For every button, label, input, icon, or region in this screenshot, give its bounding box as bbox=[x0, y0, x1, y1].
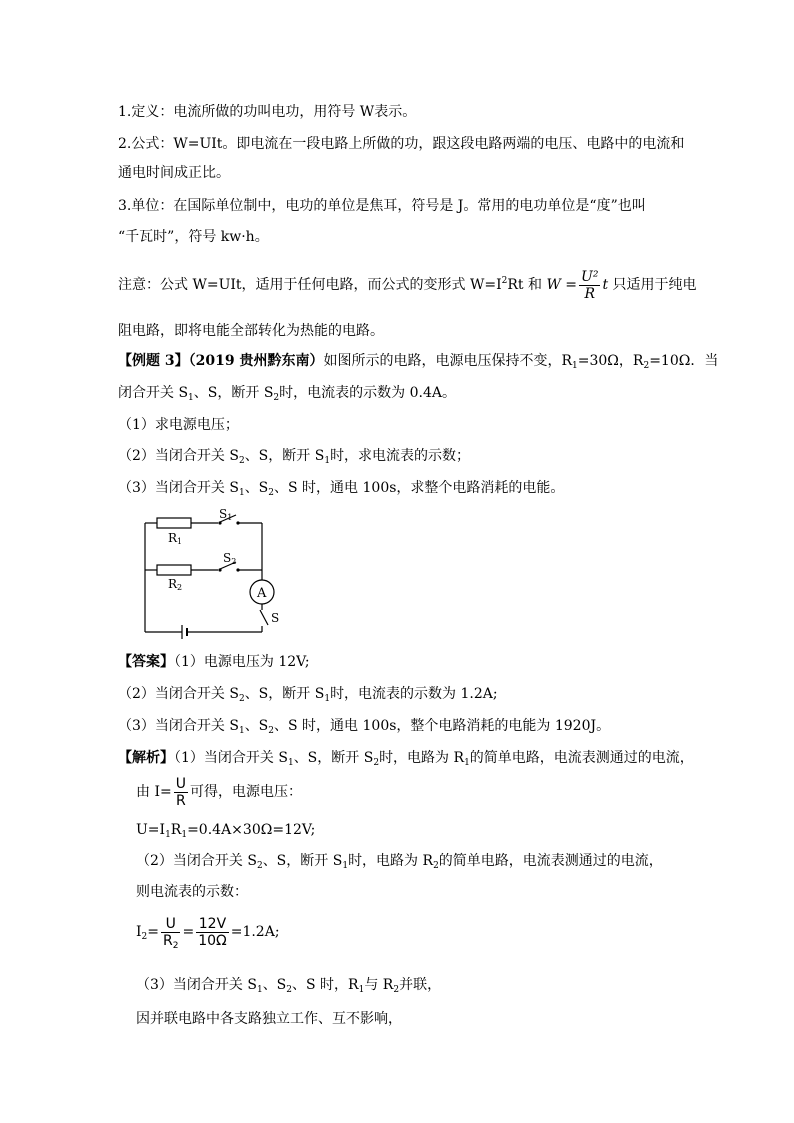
sub: 1 bbox=[287, 758, 294, 768]
analysis-line-4 bbox=[136, 851, 663, 871]
switch-contact bbox=[236, 521, 239, 524]
fraction-numerator: U bbox=[161, 916, 180, 933]
analysis-line-7 bbox=[136, 975, 441, 995]
analysis-line-6 bbox=[136, 912, 280, 952]
note-line-1 bbox=[118, 267, 697, 303]
analysis-line-1 bbox=[118, 748, 694, 768]
text: 时，求电流表的示数； bbox=[330, 448, 471, 464]
fraction-numerator: 12V bbox=[196, 916, 229, 933]
note-formula-numerator: U² bbox=[581, 268, 599, 285]
example-tag: 【例题 3】 bbox=[118, 353, 189, 369]
label-s1-text: S bbox=[219, 507, 228, 521]
note-text-3: 只适用于纯电 bbox=[612, 277, 697, 293]
text: 、S，断开 S bbox=[244, 448, 325, 464]
text: 时，电流表的示数为 1.2A; bbox=[330, 686, 498, 702]
sub: 1 bbox=[256, 985, 263, 995]
sub: 2 bbox=[643, 361, 650, 371]
label-r1-sub: 1 bbox=[177, 537, 183, 546]
text: 、S 时，通电 100s，求整个电路消耗的电能。 bbox=[274, 480, 565, 496]
note-text-1: 注意：公式 W=UIt，适用于任何电路，而公式的变形式 W=I bbox=[118, 277, 502, 293]
question-1: （1）求电源电压； bbox=[118, 417, 239, 433]
sub: 1 bbox=[324, 694, 331, 704]
label-r1 bbox=[168, 531, 182, 546]
label-r1-text: R bbox=[168, 531, 178, 545]
note-formula-t: t bbox=[602, 277, 609, 293]
label-s: S bbox=[271, 611, 280, 625]
analysis-line-3 bbox=[136, 820, 315, 840]
sub: 1 bbox=[464, 758, 470, 768]
analysis-line-5: 则电流表的示数： bbox=[136, 884, 248, 900]
text: R bbox=[163, 932, 173, 949]
answer-1: （1）电源电压为 12V; bbox=[174, 654, 310, 670]
note-formula-lhs: W = bbox=[546, 277, 578, 293]
note-sup: 2 bbox=[501, 276, 508, 286]
switch-contact bbox=[236, 568, 239, 571]
circuit-diagram bbox=[140, 505, 290, 640]
text: 、S bbox=[244, 718, 269, 734]
text: U=I bbox=[136, 822, 166, 838]
analysis-line-2 bbox=[136, 774, 302, 810]
text: （1）当闭合开关 S bbox=[174, 750, 288, 766]
text: =0.4A×30Ω=12V; bbox=[187, 822, 316, 838]
text: （3）当闭合开关 S bbox=[136, 977, 257, 993]
text: 、S 时，R bbox=[292, 977, 359, 993]
fraction-u-over-r2 bbox=[161, 916, 180, 949]
sub: 2 bbox=[172, 940, 179, 951]
text: 的简单电路，电流表测通过的电流， bbox=[469, 750, 694, 766]
sub: 1 bbox=[342, 861, 349, 871]
text: 闭合开关 S bbox=[118, 385, 189, 401]
text: 可得，电源电压： bbox=[189, 784, 302, 800]
text: 时，电流表的示数为 0.4A。 bbox=[279, 385, 456, 401]
question-2 bbox=[118, 446, 470, 466]
sub: 2 bbox=[393, 985, 400, 995]
switch-s bbox=[260, 610, 268, 625]
label-s1-sub: 1 bbox=[227, 513, 233, 522]
text: 、S 时，通电 100s，整个电路消耗的电能为 1920J。 bbox=[274, 718, 611, 734]
switch-contact bbox=[218, 568, 221, 571]
sub: 2 bbox=[433, 861, 439, 871]
switch-contact bbox=[218, 521, 221, 524]
text: R bbox=[170, 822, 182, 838]
text: （2）当闭合开关 S bbox=[118, 686, 239, 702]
note-text-2: Rt 和 bbox=[507, 277, 542, 293]
text: 由 I= bbox=[136, 784, 172, 800]
note-formula-fraction bbox=[579, 269, 600, 302]
label-r2 bbox=[168, 577, 182, 592]
sub: 2 bbox=[286, 985, 293, 995]
resistor-r2 bbox=[157, 565, 191, 575]
question-3 bbox=[118, 478, 564, 498]
sub: 2 bbox=[238, 456, 245, 466]
example-text-3: =10Ω．当 bbox=[649, 353, 719, 369]
text: 、S，断开 S bbox=[244, 686, 325, 702]
sub: 2 bbox=[273, 393, 280, 403]
answer-line-1 bbox=[118, 652, 310, 672]
label-r2-sub: 2 bbox=[177, 583, 183, 592]
text: 、S，断开 S bbox=[293, 750, 374, 766]
text: 的简单电路，电流表测通过的电流， bbox=[438, 853, 663, 869]
sub: 2 bbox=[268, 488, 275, 498]
analysis-tag: 【解析】 bbox=[118, 750, 174, 766]
fraction-denominator: R bbox=[175, 792, 186, 809]
text: I bbox=[136, 924, 142, 940]
sub: 1 bbox=[165, 830, 171, 840]
text: 、S bbox=[262, 977, 287, 993]
sub: 1 bbox=[358, 985, 365, 995]
sub: 1 bbox=[181, 830, 188, 840]
sub: 2 bbox=[238, 694, 245, 704]
text: 与 R bbox=[364, 977, 394, 993]
label-s2-text: S bbox=[223, 551, 232, 565]
text: 、S，断开 S bbox=[262, 853, 343, 869]
sub: 2 bbox=[256, 861, 263, 871]
fraction-12v-over-10ohm bbox=[196, 916, 229, 949]
fraction-u-over-r bbox=[174, 776, 188, 809]
analysis-line-8: 因并联电路中各支路独立工作、互不影响， bbox=[136, 1011, 402, 1027]
text: （3）当闭合开关 S bbox=[118, 480, 239, 496]
sub: 2 bbox=[373, 758, 380, 768]
unit-line-1: 3.单位：在国际单位制中，电功的单位是焦耳，符号是 J。常用的电功单位是“度”也叫 bbox=[118, 198, 646, 214]
fraction-denominator: 10Ω bbox=[198, 932, 227, 949]
text: = bbox=[182, 924, 195, 940]
sub: 1 bbox=[324, 456, 331, 466]
formula-line-1: 2.公式：W=UIt。即电流在一段电路上所做的功，跟这段电路两端的电压、电路中的电流和 bbox=[118, 136, 685, 152]
fraction-denominator bbox=[161, 933, 180, 949]
example-text-2: =30Ω，R bbox=[577, 353, 644, 369]
text: （2）当闭合开关 S bbox=[136, 853, 257, 869]
sub: 2 bbox=[268, 726, 275, 736]
text: 、S，断开 S bbox=[193, 385, 274, 401]
answer-line-3 bbox=[118, 716, 610, 736]
answer-line-2 bbox=[118, 684, 498, 704]
sub: 2 bbox=[141, 932, 148, 942]
definition-line: 1.定义：电流所做的功叫电功，用符号 W表示。 bbox=[118, 104, 417, 120]
example-line-2 bbox=[118, 383, 456, 403]
text: （2）当闭合开关 S bbox=[118, 448, 239, 464]
formula-line-2: 通电时间成正比。 bbox=[118, 165, 230, 181]
resistor-r1 bbox=[157, 518, 191, 528]
text: =1.2A; bbox=[230, 924, 280, 940]
text: = bbox=[147, 924, 159, 940]
label-ammeter: A bbox=[257, 586, 267, 601]
label-s2 bbox=[223, 551, 236, 566]
label-s2-sub: 2 bbox=[231, 557, 237, 566]
sub: 1 bbox=[188, 393, 194, 403]
example-source: （2019 贵州黔东南） bbox=[188, 353, 324, 369]
answer-tag: 【答案】 bbox=[118, 654, 174, 670]
unit-line-2: “千瓦时”，符号 kw·h。 bbox=[118, 229, 269, 245]
text: 、S bbox=[244, 480, 269, 496]
example-line-1 bbox=[118, 351, 718, 371]
text: 时，电路为 R bbox=[379, 750, 465, 766]
text: （3）当闭合开关 S bbox=[118, 718, 239, 734]
sub: 1 bbox=[238, 726, 245, 736]
label-r2-text: R bbox=[168, 577, 178, 591]
note-formula-denominator: R bbox=[584, 285, 595, 302]
text: 时，电路为 R bbox=[348, 853, 434, 869]
fraction-numerator: U bbox=[175, 775, 186, 792]
text: 并联， bbox=[399, 977, 442, 993]
note-line-2: 阻电路，即将电能全部转化为热能的电路。 bbox=[118, 323, 384, 339]
label-s1 bbox=[219, 507, 232, 522]
sub: 1 bbox=[238, 488, 245, 498]
sub: 1 bbox=[572, 361, 578, 371]
example-text-1: 如图所示的电路，电源电压保持不变，R bbox=[323, 353, 573, 369]
